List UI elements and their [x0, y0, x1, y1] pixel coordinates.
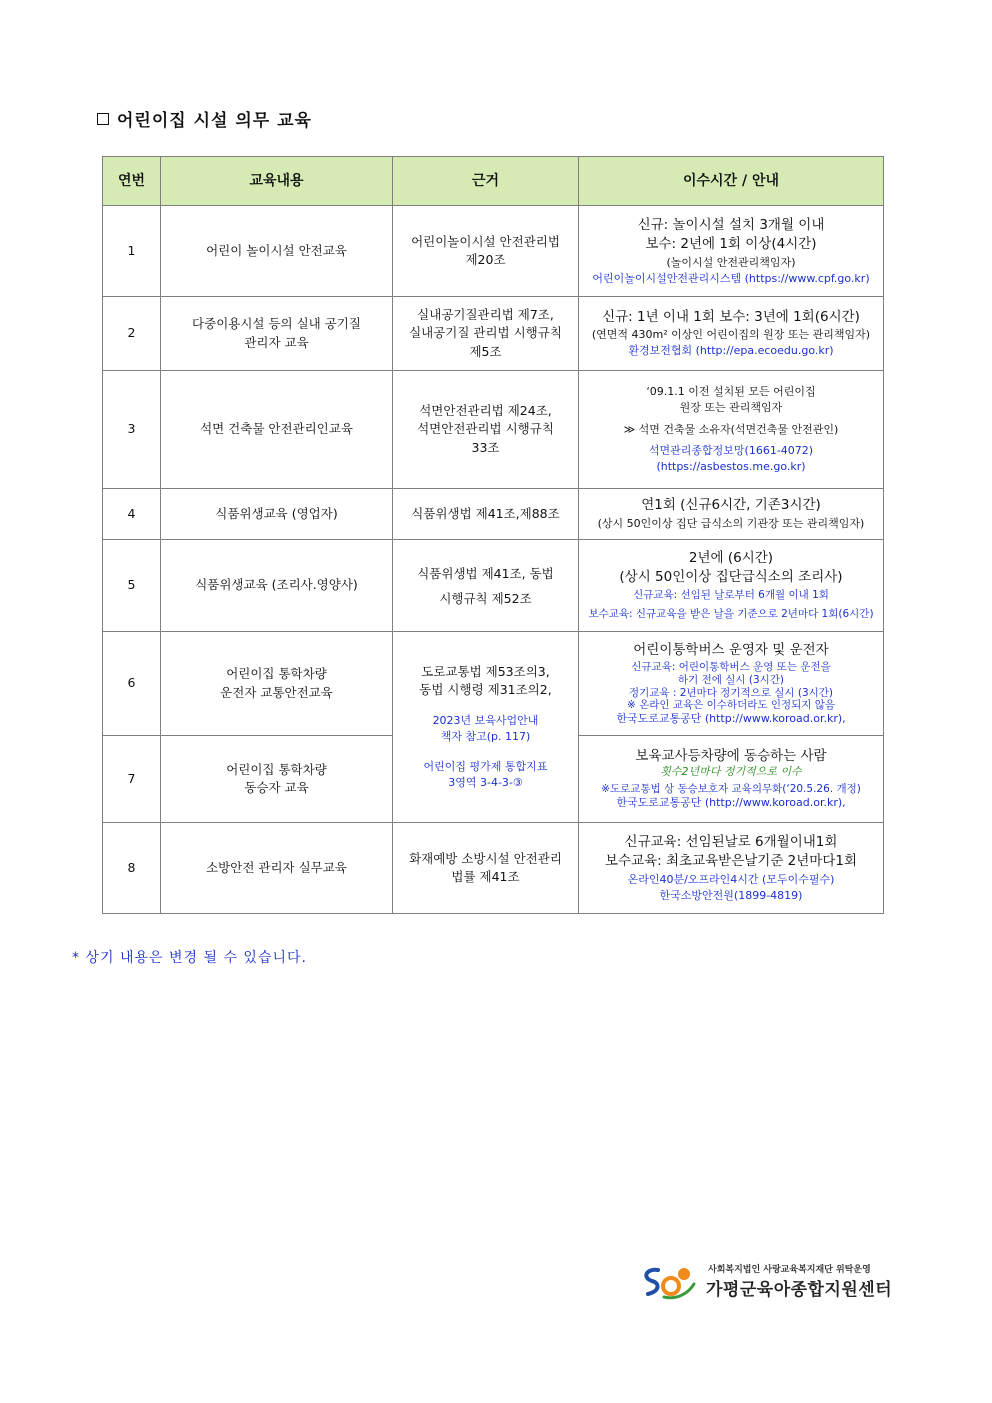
- row-no: 1: [103, 206, 161, 297]
- row-basis: 실내공기질관리법 제7조, 실내공기질 관리법 시행규칙 제5조: [393, 297, 579, 371]
- checkbox-bullet-icon: [97, 113, 109, 125]
- table-row: [103, 206, 884, 297]
- row-basis: 도로교통법 제53조의3, 동법 시행령 제31조의2, 2023년 보육사업안내 책자 참고(p. 117) 어린이집 평가제 통합지표 3영역 3-4-3-③: [393, 632, 579, 823]
- row-info: 신규: 1년 이내 1회 보수: 3년에 1회(6시간) (연면적 430m² 이상인 어린이집의 원장 또는 관리책임자) 환경보전협회 (http://epa.ecoedu.go.kr): [579, 297, 884, 371]
- row-no: 6: [103, 632, 161, 736]
- row-info: 신규: 놀이시설 설치 3개월 이내 보수: 2년에 1회 이상(4시간) (놀이시설 안전관리책임자) 어린이놀이시설안전관리시스템 (https://www.cpf.go.kr): [579, 206, 884, 297]
- header-no: 연번: [103, 157, 161, 206]
- row-basis: 어린이놀이시설 안전관리법 제20조: [393, 206, 579, 297]
- row-content: 소방안전 관리자 실무교육: [161, 823, 393, 914]
- row-content: 어린이 놀이시설 안전교육: [161, 206, 393, 297]
- table-row: [103, 489, 884, 540]
- change-notice: * 상기 내용은 변경 될 수 있습니다.: [72, 950, 307, 966]
- row-basis: 화재예방 소방시설 안전관리 법률 제41조: [393, 823, 579, 914]
- row-content: 석면 건축물 안전관리인교육: [161, 371, 393, 489]
- row-info: 2년에 (6시간) (상시 50인이상 집단급식소의 조리사) 신규교육: 선임된 날로부터 6개월 이내 1회 보수교육: 신규교육을 받은 날을 기준으로 2년마다 1회(6시간): [579, 540, 884, 632]
- header-content: 교육내용: [161, 157, 393, 206]
- row-basis: 석면안전관리법 제24조, 석면안전관리법 시행규칙 33조: [393, 371, 579, 489]
- header-info: 이수시간 / 안내: [579, 157, 884, 206]
- row-basis: 식품위생법 제41조, 동법 시행규칙 제52조: [393, 540, 579, 632]
- row-content: 식품위생교육 (영업자): [161, 489, 393, 540]
- table-header-row: [103, 157, 884, 206]
- row-info: 연1회 (신규6시간, 기존3시간) (상시 50인이상 집단 급식소의 기관장 또는 관리책임자): [579, 489, 884, 540]
- table-row: [103, 297, 884, 371]
- education-table: [102, 156, 884, 914]
- row-content: 어린이집 통학차량 운전자 교통안전교육: [161, 632, 393, 736]
- table-row: [103, 540, 884, 632]
- section-heading: [97, 106, 312, 131]
- row-content: 다중이용시설 등의 실내 공기질 관리자 교육: [161, 297, 393, 371]
- heading-text: 어린이집 시설 의무 교육: [117, 111, 312, 131]
- row-info: ‘09.1.1 이전 설치된 모든 어린이집 원장 또는 관리책임자 ≫ 석면 건축물 소유자(석면건축물 안전관인) 석면관리종합정보망(1661-4072) (https://asbestos.me.go.kr): [579, 371, 884, 489]
- row-content: 식품위생교육 (조리사.영양사): [161, 540, 393, 632]
- table-row: [103, 632, 884, 736]
- row-basis: 식품위생법 제41조,제88조: [393, 489, 579, 540]
- row-no: 7: [103, 736, 161, 823]
- table-row: [103, 371, 884, 489]
- row-info: 신규교육: 선임된날로 6개월이내1회 보수교육: 최초교육받은날기준 2년마다1회 온라인40분/오프라인4시간 (모두이수필수) 한국소방안전원(1899-4819): [579, 823, 884, 914]
- logo-subtitle: 사회복지법인 사랑교육복지재단 위탁운영: [708, 1265, 871, 1275]
- row-no: 3: [103, 371, 161, 489]
- center-logo-mark-icon: [638, 1264, 698, 1300]
- row-info: 보육교사등차량에 동승하는 사람 횟수2년마다 정기적으로 이수 ※도로교통법 상 동승보호자 교육의무화(‘20.5.26. 개정) 한국도로교통공단 (http://www.koroad.or.kr),: [579, 736, 884, 823]
- center-logo: [638, 1262, 918, 1302]
- header-basis: 근거: [393, 157, 579, 206]
- row-content: 어린이집 통학차량 동승자 교육: [161, 736, 393, 823]
- row-no: 8: [103, 823, 161, 914]
- logo-name: 가평군육아종합지원센터: [706, 1280, 893, 1300]
- row-info: 어린이통학버스 운영자 및 운전자 신규교육: 어린이통학버스 운영 또는 운전을 하기 전에 실시 (3시간) 정기교육 : 2년마다 정기적으로 실시 (3시간) ※ 온라인 교육은 이수하더라도 인정되지 않음 한국도로교통공단 (http://www.koroad.or.kr),: [579, 632, 884, 736]
- row-no: 5: [103, 540, 161, 632]
- table-row: [103, 823, 884, 914]
- row-no: 2: [103, 297, 161, 371]
- row-no: 4: [103, 489, 161, 540]
